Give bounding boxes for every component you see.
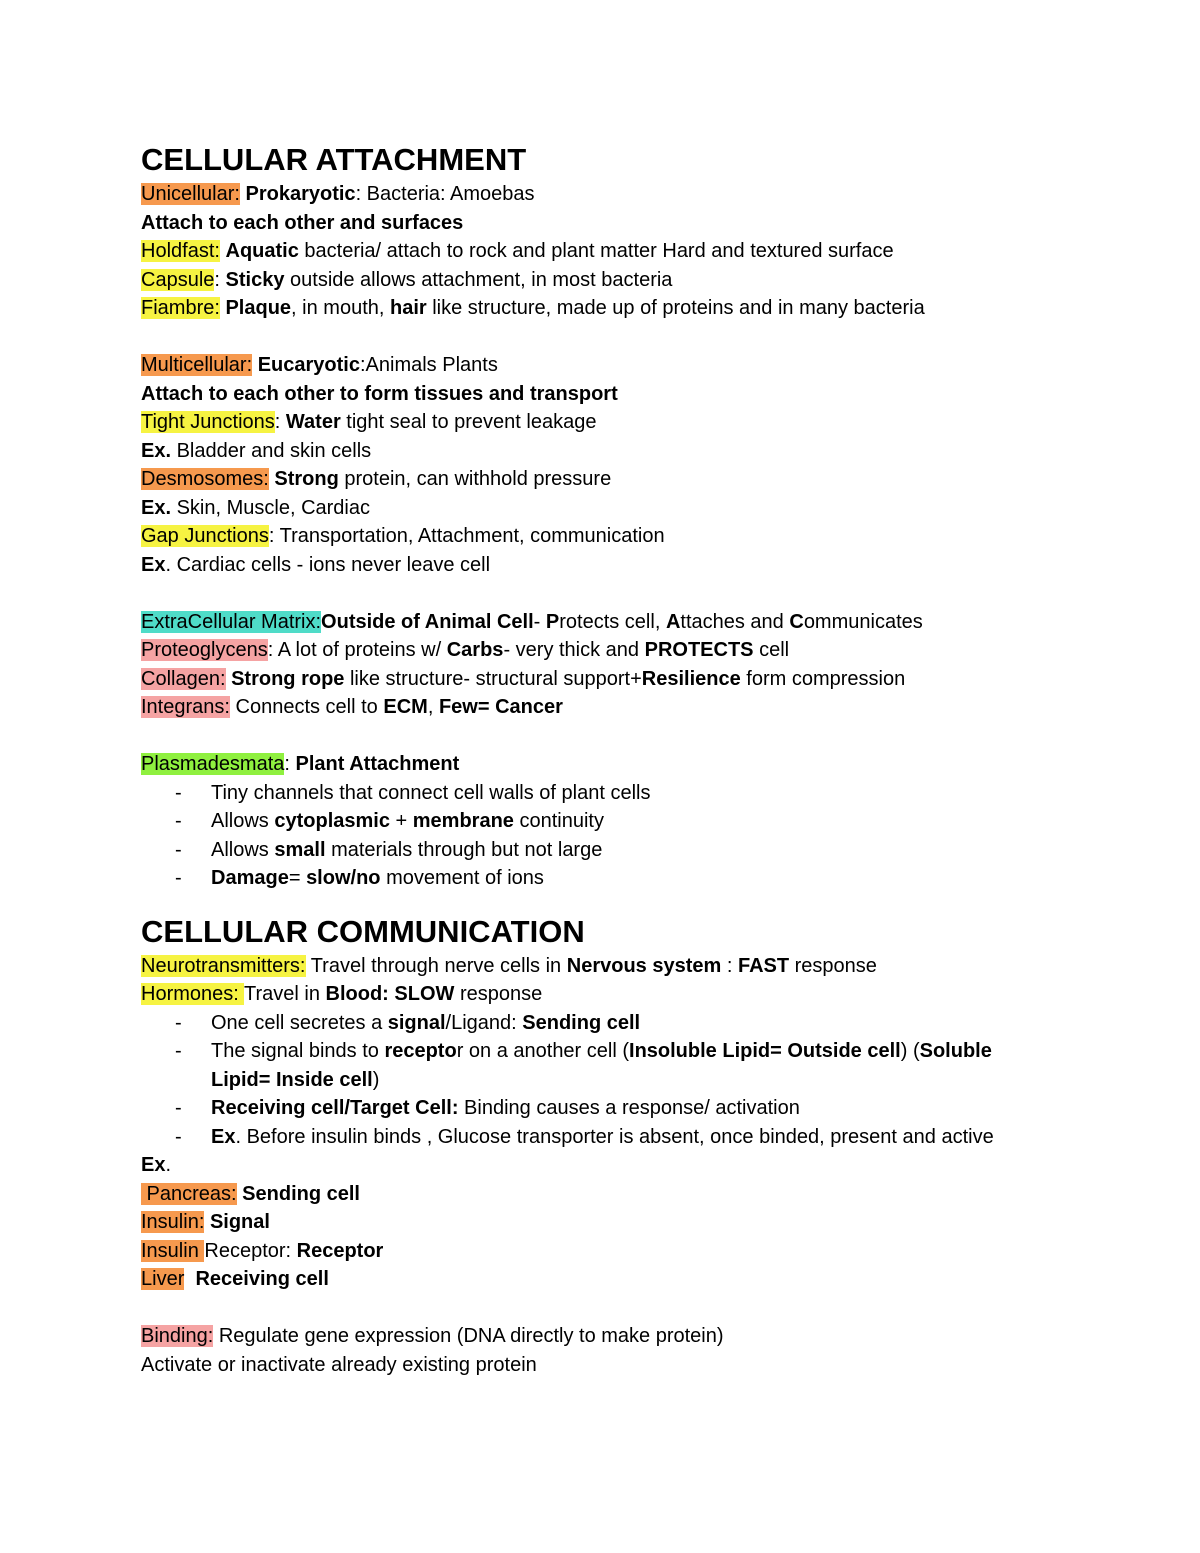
line-proteoglycens: Proteoglycens: A lot of proteins w/ Carbs- very thick and PROTECTS cell [141,639,790,661]
line-plasmadesmata: Plasmadesmata: Plant Attachment [141,753,460,775]
term-gap-junctions: Gap Junctions [141,525,269,547]
term-integrans: Integrans: [141,696,230,718]
line-fiambre: Fiambre: Plaque, in mouth, hair like structure, made up of proteins and in many bacteria [141,297,925,319]
term-proteoglycens: Proteoglycens [141,639,268,661]
list-item: - Receiving cell/Target Cell: Binding causes a response/ activation [141,1094,1081,1123]
line-tight-example: Ex. Bladder and skin cells [141,439,372,462]
list-item: - One cell secretes a signal/Ligand: Sending cell [141,1009,1081,1038]
term-hormones: Hormones: [141,983,245,1005]
term-unicellular: Unicellular: [141,183,240,205]
list-item: - Allows small materials through but not large [141,836,1081,865]
blank-line [141,722,1081,751]
blank-line [141,1294,1081,1323]
term-fiambre: Fiambre: [141,297,220,319]
line-capsule: Capsule: Sticky outside allows attachment, in most bacteria [141,268,673,291]
term-insulin: Insulin: [141,1211,205,1233]
line-example: Ex. [141,1154,172,1176]
term-pancreas: Pancreas: [141,1182,237,1205]
line-gap-example: Ex. Cardiac cells - ions never leave cell [141,553,491,576]
line-activate: Activate or inactivate already existing protein [141,1353,537,1376]
list-item: - The signal binds to receptor on a another cell (Insoluble Lipid= Outside cell) (Soluble Lipid= Inside cell) [141,1037,1056,1094]
term-plasmadesmata: Plasmadesmata [141,753,285,775]
term-neurotransmitters: Neurotransmitters: [141,954,306,977]
heading-cellular-attachment: CELLULAR ATTACHMENT [141,142,527,177]
blank-line [141,323,1081,352]
line-ecm: ExtraCellular Matrix:Outside of Animal Cell- Protects cell, Attaches and Communicates [141,610,923,633]
line-multi-attach: Attach to each other to form tissues and transport [141,382,618,405]
line-neurotransmitters: Neurotransmitters: Travel through nerve cells in Nervous system : FAST response [141,954,877,977]
line-liver: Liver Receiving cell [141,1268,329,1290]
line-pancreas: Pancreas: Sending cell [141,1182,360,1205]
term-multicellular: Multicellular: [141,354,253,376]
heading-cellular-communication: CELLULAR COMMUNICATION [141,913,585,949]
list-item: - Ex. Before insulin binds , Glucose transporter is absent, once binded, present and active [141,1123,1081,1152]
list-item: - Tiny channels that connect cell walls of plant cells [141,779,1081,808]
term-insulin-receptor: Insulin [141,1239,205,1262]
list-item: - Damage= slow/no movement of ions [141,864,1081,893]
line-integrans: Integrans: Connects cell to ECM, Few= Cancer [141,696,563,718]
term-collagen: Collagen: [141,667,226,690]
term-tight-junctions: Tight Junctions [141,411,275,433]
line-multicellular: Multicellular: Eucaryotic:Animals Plants [141,354,498,376]
blank-line [141,579,1081,608]
line-gap-junctions: Gap Junctions: Transportation, Attachment, communication [141,525,665,547]
line-uni-attach: Attach to each other and surfaces [141,211,464,234]
term-capsule: Capsule [141,268,215,291]
term-binding: Binding: [141,1325,214,1347]
document-page [141,140,1081,1379]
line-binding: Binding: Regulate gene expression (DNA directly to make protein) [141,1325,724,1347]
term-desmosomes: Desmosomes: [141,468,269,490]
hormones-list [141,1009,1081,1152]
line-desmosomes-example: Ex. Skin, Muscle, Cardiac [141,496,370,519]
line-hormones: Hormones: Travel in Blood: SLOW response [141,983,543,1005]
plasmadesmata-list [141,779,1081,893]
line-unicellular: Unicellular: Prokaryotic: Bacteria: Amoebas [141,183,535,205]
line-tight-junctions: Tight Junctions: Water tight seal to prevent leakage [141,411,597,433]
line-collagen: Collagen: Strong rope like structure- structural support+Resilience form compression [141,667,906,690]
term-liver: Liver [141,1268,185,1290]
line-holdfast: Holdfast: Aquatic bacteria/ attach to rock and plant matter Hard and textured surface [141,240,894,262]
line-insulin-receptor: Insulin Receptor: Receptor [141,1239,384,1262]
term-holdfast: Holdfast: [141,240,220,262]
term-ecm: ExtraCellular Matrix: [141,610,322,633]
line-insulin: Insulin: Signal [141,1211,270,1233]
line-desmosomes: Desmosomes: Strong protein, can withhold pressure [141,468,612,490]
list-item: - Allows cytoplasmic + membrane continuity [141,807,1081,836]
